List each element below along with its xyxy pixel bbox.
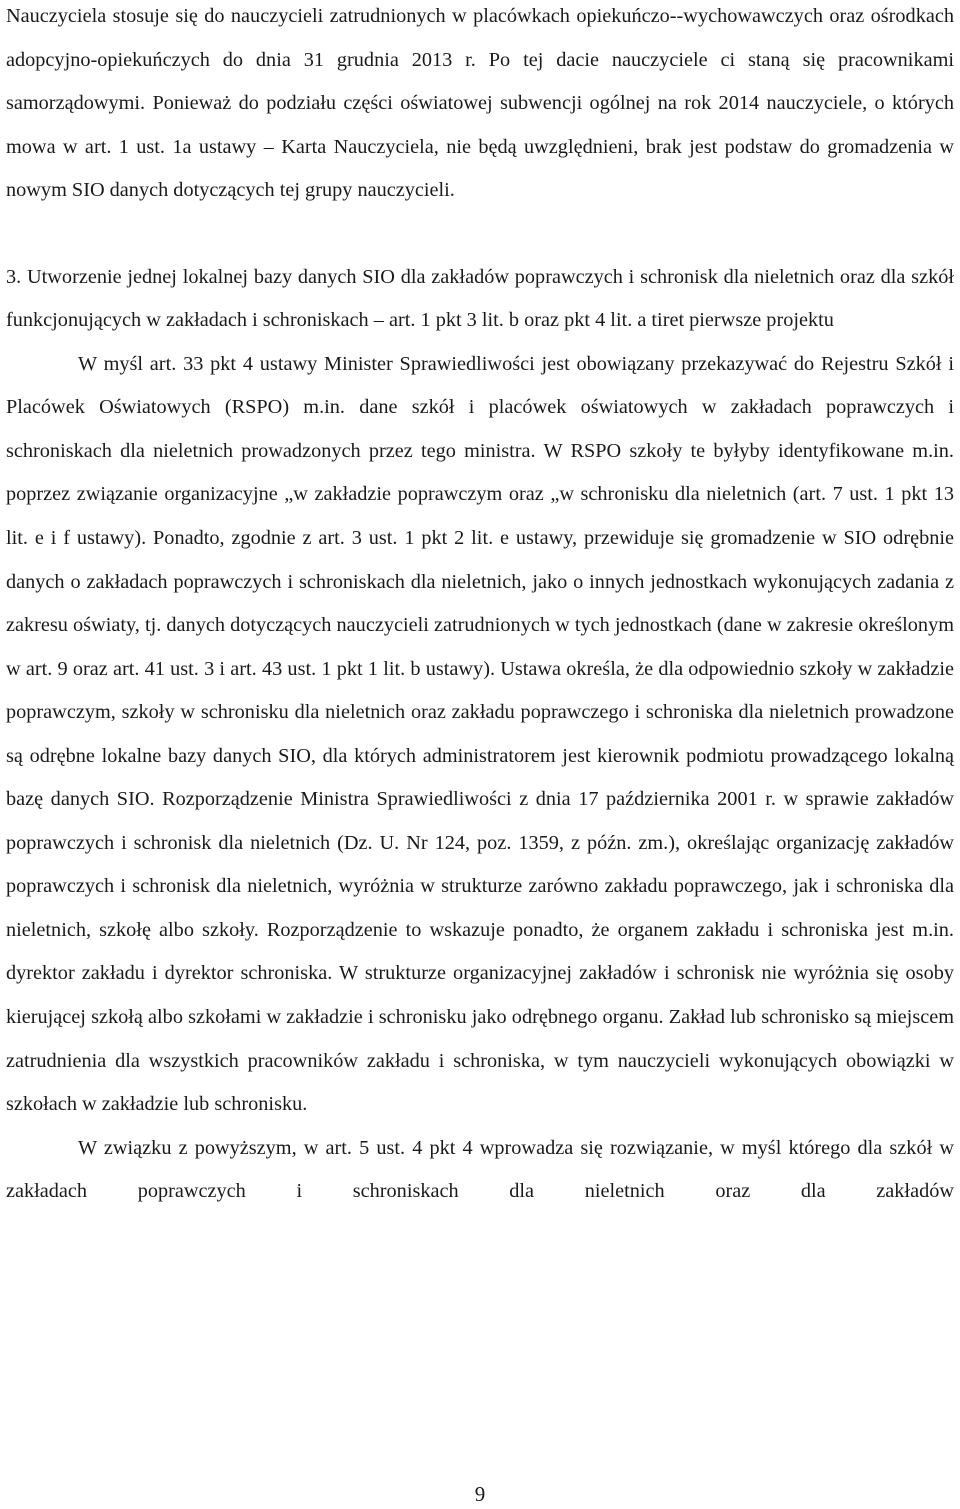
paragraph-continuation: W związku z powyższym, w art. 5 ust. 4 pkt 4 wprowadza się rozwiązanie, w myśl którego dla szkół w zakładach poprawczych i schroniskach dla nieletnich oraz dla zakładów [6, 1136, 954, 1203]
section-heading-3: 3. Utworzenie jednej lokalnej bazy danych SIO dla zakładów poprawczych i schronisk dla nieletnich oraz dla szkół funkcjonujących w zakładach i schroniskach – art. 1 pkt 3 lit. b oraz pkt 4 lit. a tiret pierwsze projektu [6, 265, 954, 332]
page-number: 9 [474, 1482, 486, 1506]
document-page [6, 0, 954, 1214]
paragraph-body: W myśl art. 33 pkt 4 ustawy Minister Sprawiedliwości jest obowiązany przekazywać do Rejestru Szkół i Placówek Oświatowych (RSPO) m.in. dane szkół i placówek oświatowych w zakładach poprawczych i schroniskach dla nieletnich prowadzonych przez tego ministra. W RSPO szkoły te byłyby identyfikowane m.in. poprzez związanie organizacyjne „w zakładzie poprawczym oraz „w schronisku dla nieletnich (art. 7 ust. 1 pkt 13 lit. e i f ustawy). Ponadto, zgodnie z art. 3 ust. 1 pkt 2 lit. e ustawy, przewiduje się gromadzenie w SIO odrębnie danych o zakładach poprawczych i schroniskach dla nieletnich, jako o innych jednostkach wykonujących zadania z zakresu oświaty, tj. danych dotyczących nauczycieli zatrudnionych w tych jednostkach (dane w zakresie określonym w art. 9 oraz art. 41 ust. 3 i art. 43 ust. 1 pkt 1 lit. b ustawy). Ustawa określa, że dla odpowiednio szkoły w zakładzie poprawczym, szkoły w schronisku dla nieletnich oraz zakładu poprawczego i schroniska dla nieletnich prowadzone są odrębne lokalne bazy danych SIO, dla których administratorem jest kierownik podmiotu prowadzącego lokalną bazę danych SIO. Rozporządzenie Ministra Sprawiedliwości z dnia 17 października 2001 r. w sprawie zakładów poprawczych i schronisk dla nieletnich (Dz. U. Nr 124, poz. 1359, z późn. zm.), określając organizację zakładów poprawczych i schronisk dla nieletnich, wyróżnia w strukturze zarówno zakładu poprawczego, jak i schroniska dla nieletnich, szkołę albo szkoły. Rozporządzenie to wskazuje ponadto, że organem zakładu i schroniska jest m.in. dyrektor zakładu i dyrektor schroniska. W strukturze organizacyjnej zakładów i schronisk nie wyróżnia się osoby kierującej szkołą albo szkołami w zakładzie i schronisku jako odrębnego organu. Zakład lub schronisko są miejscem zatrudnienia dla wszystkich pracowników zakładu i schroniska, w tym nauczycieli wykonujących obowiązki w szkołach w zakładzie lub schronisku. [6, 352, 954, 1116]
paragraph-intro: Nauczyciela stosuje się do nauczycieli zatrudnionych w placówkach opiekuńczo--wychowawczych oraz ośrodkach adopcyjno-opiekuńczych do dnia 31 grudnia 2013 r. Po tej dacie nauczyciele ci staną się pracownikami samorządowymi. Ponieważ do podziału części oświatowej subwencji ogólnej na rok 2014 nauczyciele, o których mowa w art. 1 ust. 1a ustawy – Karta Nauczyciela, nie będą uwzględnieni, brak jest podstaw do gromadzenia w nowym SIO danych dotyczących tej grupy nauczycieli. [6, 5, 954, 202]
